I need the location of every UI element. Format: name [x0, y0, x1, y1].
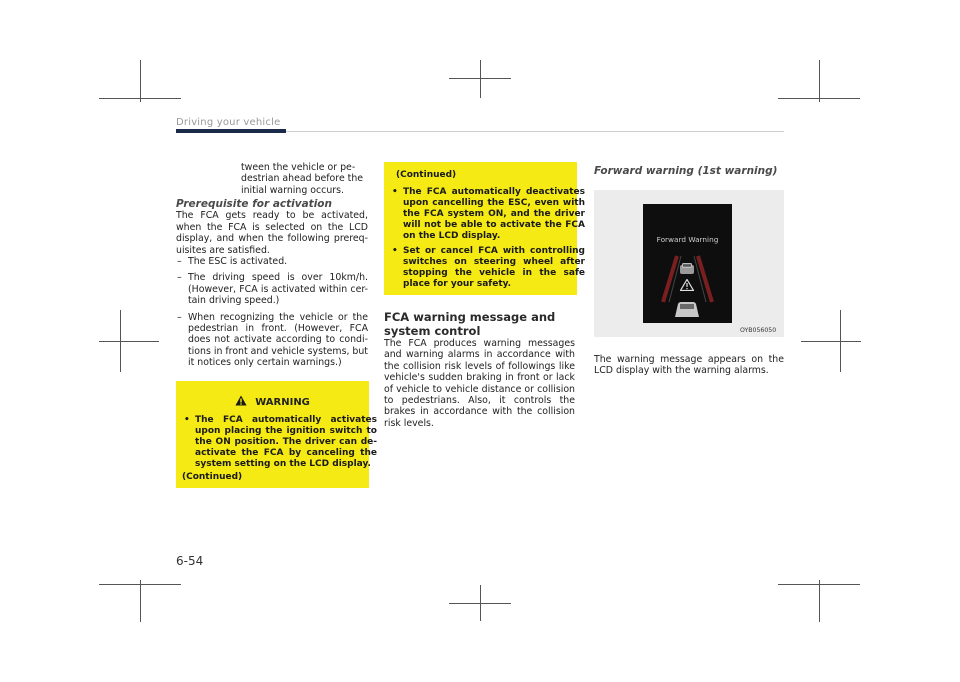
warning-triangle-icon: [680, 279, 694, 291]
warning-bullet: • The FCA automatically activates upon placing the ignition switch to the ON position. The driver can de-activate the FCA by canceling the system setting on the LCD display.: [184, 415, 377, 469]
registration-mark: [480, 585, 481, 621]
warning-title-row: [176, 390, 369, 409]
registration-mark: [120, 310, 121, 372]
car-icon: [672, 301, 702, 317]
dash-marker: –: [177, 311, 182, 323]
warning-bullet: • Set or cancel FCA with controlling switches on steering wheel after stopping the vehicle in the safe place for your safety.: [392, 246, 585, 289]
lcd-display: [643, 204, 732, 323]
registration-mark: [99, 341, 159, 342]
warning-box-continued: [384, 162, 585, 295]
prerequisite-section: [176, 199, 368, 369]
prerequisite-title: Prerequisite for activation: [176, 198, 332, 210]
dash-marker: –: [177, 272, 182, 284]
warning-box: [176, 381, 377, 488]
intro-line: tween the vehicle or pe-: [241, 162, 356, 173]
registration-mark: [840, 310, 841, 372]
continued-label: (Continued): [182, 472, 243, 482]
warning-bullet: • The FCA automatically deactivates upon cancelling the ESC, even with the FCA system ON, and the driver will not be able to activate the FCA on the LCD display.: [392, 187, 585, 241]
forward-warning-body: The warning message appears on the LCD display with the warning alarms.: [594, 354, 784, 377]
list-item: – The ESC is activated.: [177, 256, 288, 268]
intro-line: initial warning occurs.: [241, 184, 344, 196]
section-heading: FCA warning message and system control: [384, 310, 556, 338]
crop-mark: [819, 580, 820, 622]
crop-mark: [819, 60, 820, 102]
warning-triangle-icon: [235, 395, 247, 406]
car-icon: [679, 262, 695, 276]
section-body: The FCA produces warning messages and warning alarms in accordance with the collision risk levels of followings like vehicle's sudden braking in front or lack of vehicle to vehicle distance or collision to pedestrians. Also, it controls the brakes in accordance with the collision risk levels.: [384, 338, 575, 429]
lcd-message: Forward Warning: [656, 235, 719, 244]
figure-code: OYB056050: [740, 327, 777, 334]
crop-mark: [140, 580, 141, 622]
warning-title: WARNING: [255, 397, 310, 408]
intro-line: destrian ahead before the: [241, 173, 364, 185]
list-item: – The driving speed is over 10km/h. (However, FCA is activated within cer-tain driving speed.): [177, 272, 368, 307]
list-item: – When recognizing the vehicle or the pedestrian in front. (However, FCA does not activate according to condi-tions in front and vehicle systems, but it notices only certain warnings.): [177, 311, 368, 369]
prerequisite-body: The FCA gets ready to be activated, when the FCA is selected on the LCD display, and when the following prereq-uisites are satisfied.: [176, 210, 368, 256]
intro-continuation: [241, 162, 371, 196]
crop-mark: [140, 60, 141, 102]
forward-warning-title: Forward warning (1st warning): [594, 165, 778, 177]
registration-mark: [480, 60, 481, 98]
fca-section: [384, 311, 575, 429]
page-number: 6-54: [176, 554, 204, 568]
continued-label: (Continued): [396, 170, 457, 180]
header-rule: [286, 131, 784, 132]
dash-marker: –: [177, 256, 182, 268]
registration-mark: [801, 341, 861, 342]
section-header: Driving your vehicle: [176, 117, 281, 128]
header-accent-bar: [176, 129, 286, 133]
